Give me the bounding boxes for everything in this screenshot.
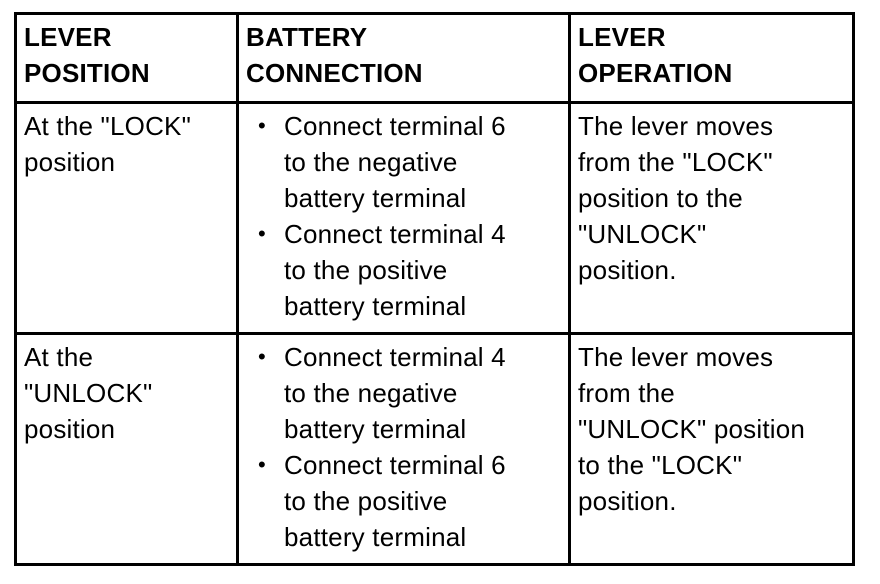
table-row-lock: [16, 103, 854, 334]
lever-battery-table: [14, 12, 855, 566]
cell-text: battery terminal: [284, 183, 467, 213]
cell-text: position to the: [578, 183, 743, 213]
cell-text: to the "LOCK": [578, 450, 743, 480]
header-text: LEVER: [24, 22, 112, 52]
cell-connection: [238, 103, 570, 334]
header-text: POSITION: [24, 58, 150, 88]
connection-step: [246, 339, 562, 447]
cell-text: position: [24, 414, 116, 444]
cell-text: "UNLOCK": [578, 219, 707, 249]
header-battery-connection: [238, 14, 570, 103]
cell-position: [16, 334, 238, 565]
header-lever-operation: [570, 14, 854, 103]
header-lever-position: [16, 14, 238, 103]
header-text: CONNECTION: [246, 58, 423, 88]
connection-steps: [246, 108, 562, 324]
header-text: LEVER: [578, 22, 666, 52]
bullet-icon: •: [258, 344, 266, 369]
table-row-unlock: [16, 334, 854, 565]
header-row: [16, 14, 854, 103]
cell-connection: [238, 334, 570, 565]
connection-step: [246, 447, 562, 555]
cell-text: from the "LOCK": [578, 147, 773, 177]
header-text: OPERATION: [578, 58, 733, 88]
cell-text: to the negative: [284, 147, 458, 177]
connection-step: [246, 216, 562, 324]
cell-text: "UNLOCK" position: [578, 414, 806, 444]
cell-text: Connect terminal 4: [284, 219, 506, 249]
cell-text: from the: [578, 378, 675, 408]
cell-text: Connect terminal 6: [284, 111, 506, 141]
bullet-icon: •: [258, 452, 266, 477]
cell-text: battery terminal: [284, 522, 467, 552]
bullet-icon: •: [258, 221, 266, 246]
connection-steps: [246, 339, 562, 555]
cell-position: [16, 103, 238, 334]
cell-text: "UNLOCK": [24, 378, 153, 408]
header-text: BATTERY: [246, 22, 368, 52]
cell-text: Connect terminal 6: [284, 450, 506, 480]
cell-text: At the "LOCK": [24, 111, 192, 141]
bullet-icon: •: [258, 113, 266, 138]
cell-text: to the positive: [284, 255, 448, 285]
cell-text: The lever moves: [578, 111, 774, 141]
cell-text: battery terminal: [284, 414, 467, 444]
cell-text: The lever moves: [578, 342, 774, 372]
connection-step: [246, 108, 562, 216]
cell-operation: [570, 334, 854, 565]
cell-text: position.: [578, 486, 677, 516]
cell-text: Connect terminal 4: [284, 342, 506, 372]
cell-operation: [570, 103, 854, 334]
cell-text: to the positive: [284, 486, 448, 516]
cell-text: battery terminal: [284, 291, 467, 321]
cell-text: position: [24, 147, 116, 177]
cell-text: to the negative: [284, 378, 458, 408]
cell-text: position.: [578, 255, 677, 285]
cell-text: At the: [24, 342, 94, 372]
